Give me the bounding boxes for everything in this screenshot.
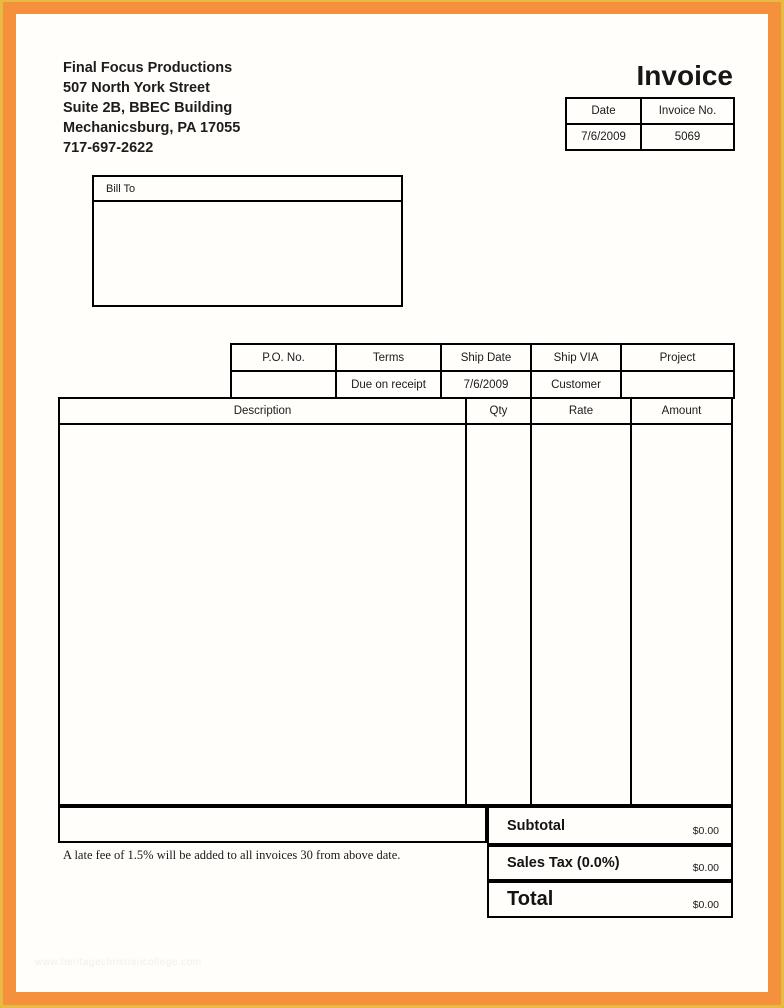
- rate-column-header: Rate: [530, 399, 630, 423]
- ship-via-value: Customer: [531, 371, 621, 398]
- qty-column-header: Qty: [465, 399, 530, 423]
- empty-items-row: [58, 806, 487, 843]
- description-column-header: Description: [233, 405, 292, 417]
- po-value-row: [231, 371, 734, 398]
- invoice-no-value: 5069: [641, 124, 734, 150]
- project-value: [621, 371, 734, 398]
- po-header-row: [231, 344, 734, 371]
- po-no-value: [231, 371, 336, 398]
- date-column-header: Date: [566, 98, 641, 124]
- total-box: [487, 881, 733, 918]
- invoice-meta-table: [565, 97, 735, 151]
- total-value: $0.00: [692, 898, 719, 911]
- sales-tax-value: $0.00: [692, 862, 719, 874]
- rate-column-divider: [530, 425, 532, 804]
- meta-value-row: [566, 124, 734, 150]
- meta-header-row: [566, 98, 734, 124]
- ship-via-header: Ship VIA: [531, 344, 621, 371]
- company-name: Final Focus Productions: [63, 60, 233, 76]
- company-address-line1: 507 North York Street: [63, 80, 210, 96]
- sales-tax-box: [487, 845, 733, 881]
- bill-to-box: [92, 175, 403, 307]
- company-address-line3: Mechanicsburg, PA 17055: [63, 120, 241, 136]
- terms-header: Terms: [336, 344, 441, 371]
- subtotal-box: [487, 806, 733, 845]
- amount-column-divider: [630, 425, 632, 804]
- date-value: 7/6/2009: [566, 124, 641, 150]
- bill-to-label: Bill To: [94, 177, 401, 202]
- invoice-no-column-header: Invoice No.: [641, 98, 734, 124]
- terms-value: Due on receipt: [336, 371, 441, 398]
- late-fee-note: A late fee of 1.5% will be added to all invoices 30 from above date.: [63, 848, 401, 862]
- ship-date-value: 7/6/2009: [441, 371, 531, 398]
- page-title: Invoice: [636, 60, 733, 91]
- total-label: Total: [507, 888, 554, 910]
- company-info-block: [63, 58, 240, 158]
- project-header: Project: [621, 344, 734, 371]
- line-items-table: [58, 397, 733, 806]
- sales-tax-label: Sales Tax (0.0%): [507, 855, 620, 871]
- watermark-text: www.heritagechristiancollege.com: [35, 957, 202, 968]
- company-address-line2: Suite 2B, BBEC Building: [63, 100, 233, 116]
- ship-date-header: Ship Date: [441, 344, 531, 371]
- amount-column-header: Amount: [630, 399, 731, 423]
- company-phone: 717-697-2622: [63, 140, 154, 156]
- po-no-header: P.O. No.: [231, 344, 336, 371]
- subtotal-value: $0.00: [692, 824, 719, 837]
- qty-column-divider: [465, 425, 467, 804]
- line-items-header-row: [60, 399, 731, 425]
- subtotal-label: Subtotal: [507, 817, 565, 834]
- po-terms-table: [230, 343, 735, 399]
